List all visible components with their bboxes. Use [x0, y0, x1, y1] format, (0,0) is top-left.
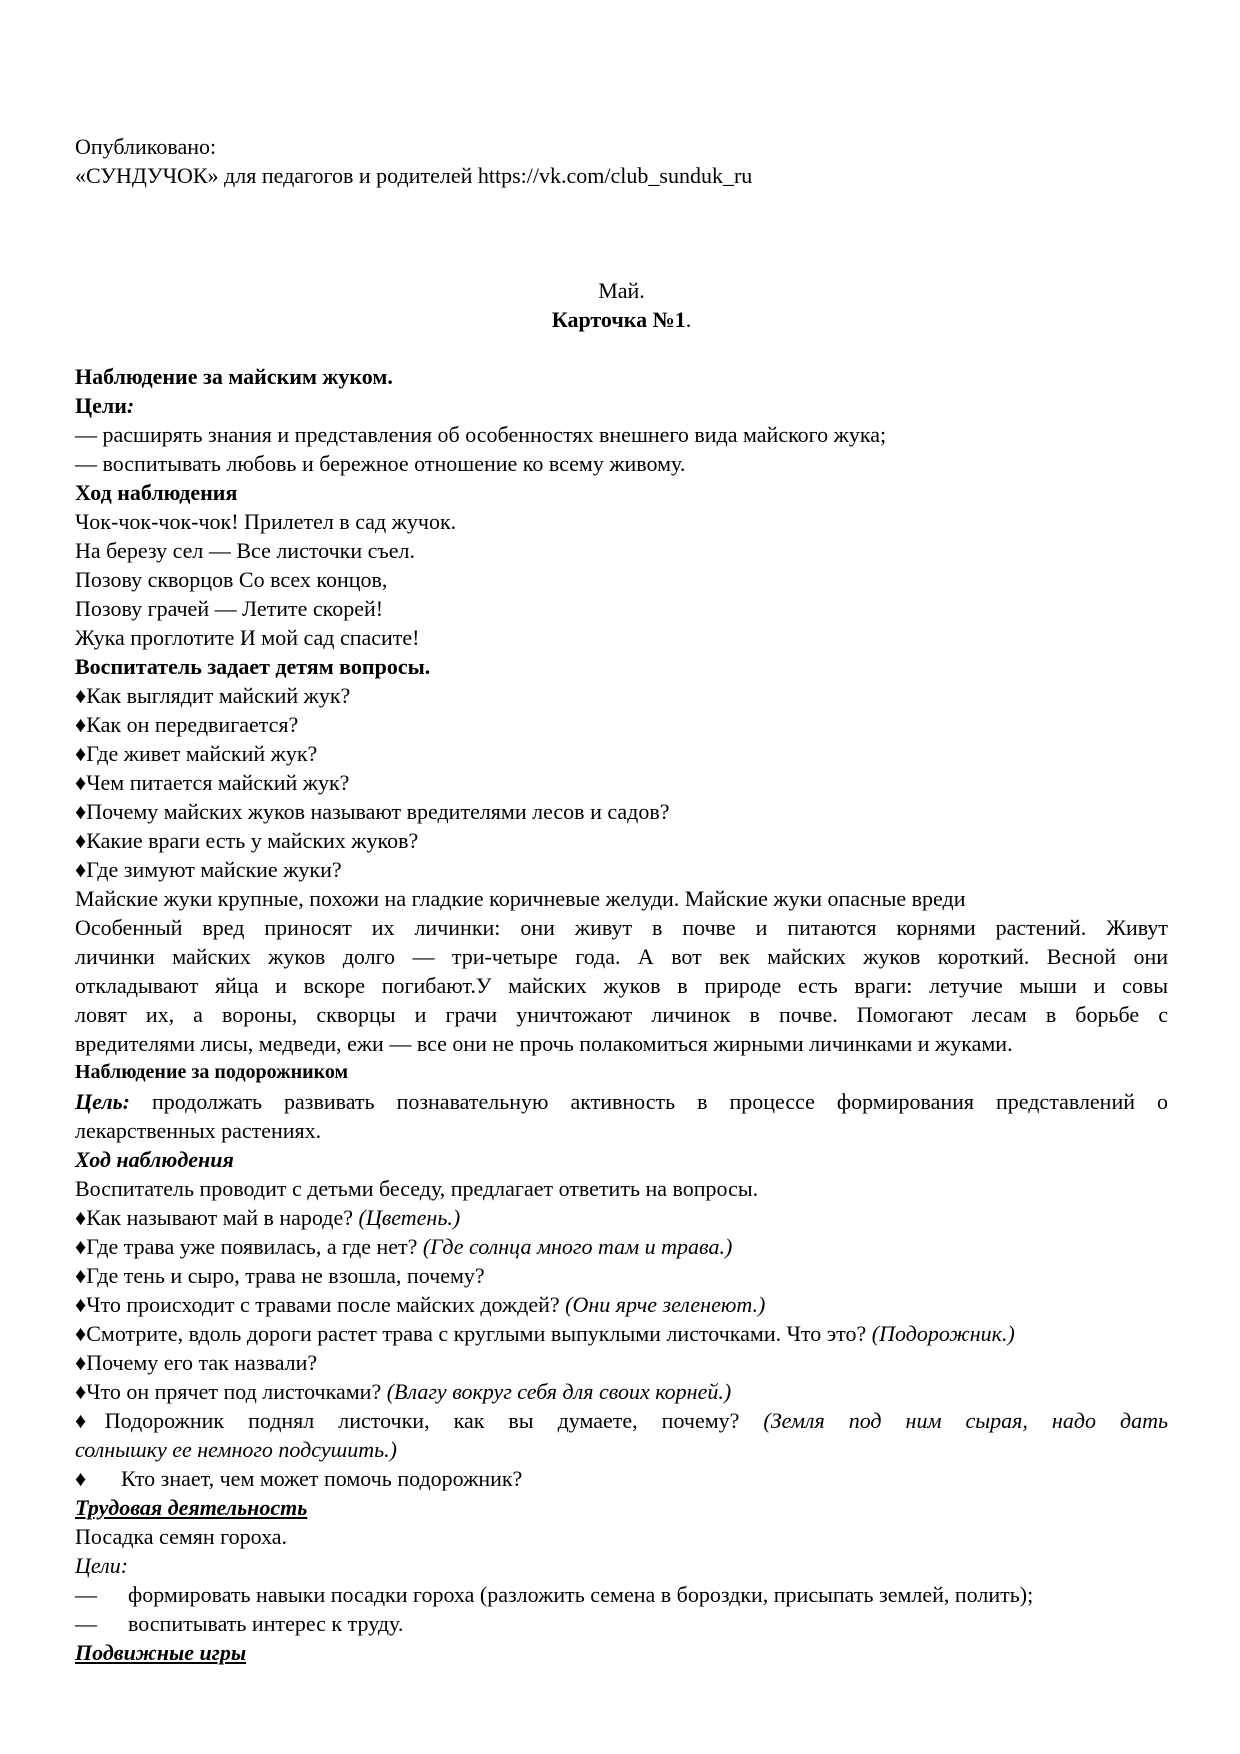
- question-item: ♦Как выглядит майский жук?: [75, 683, 351, 708]
- goal-text: формировать навыки посадки гороха (разложить семена в бороздки, присыпать землей, полить);: [128, 1582, 1034, 1607]
- qa-item: [75, 1203, 1168, 1232]
- goals-colon: :: [126, 393, 135, 418]
- section2-progress-heading: Ход наблюдения: [75, 1147, 234, 1172]
- question-item: ♦Какие враги есть у майских жуков?: [75, 828, 419, 853]
- qa-question: ♦Смотрите, вдоль дороги растет трава с круглыми выпуклыми листочками. Что это?: [75, 1321, 872, 1346]
- question-item: ♦Как он передвигается?: [75, 712, 299, 737]
- paragraph-line: Особенный вред приносят их личинки: они живут в почве и питаются корнями растений. Живут: [75, 915, 1168, 940]
- qa-question: ♦Подорожник поднял листочки, как вы думаете, почему?: [75, 1408, 764, 1433]
- qa-question: ♦Почему его так назвали?: [75, 1350, 318, 1375]
- poem-line: Чок-чок-чок-чок! Прилетел в сад жучок.: [75, 509, 457, 534]
- bullet-diamond: ♦: [75, 1466, 87, 1491]
- poem-line: Жука проглотите И мой сад спасите!: [75, 625, 420, 650]
- question-item: ♦Где живет майский жук?: [75, 741, 318, 766]
- qa-answer: (Подорожник.): [871, 1321, 1015, 1346]
- qa-item-last: [75, 1406, 1168, 1435]
- card-dot: .: [685, 307, 692, 332]
- page-content: [75, 132, 1168, 1667]
- section3-goals-label: Цели:: [75, 1553, 129, 1578]
- section1-heading: Наблюдение за майским жуком.: [75, 364, 393, 389]
- goal-label: Цель:: [75, 1089, 130, 1114]
- questions-heading: Воспитатель задает детям вопросы.: [75, 654, 431, 679]
- qa-item: [75, 1290, 1168, 1319]
- qa-answer: (Где солнца много там и трава.): [422, 1234, 733, 1259]
- paragraph-line: откладывают яйца и вскоре погибают.У майских жуков в природе есть враги: летучие мыши и совы: [75, 973, 1168, 998]
- goal-item: — расширять знания и представления об особенностях внешнего вида майского жука;: [75, 422, 887, 447]
- poem-line: На березу сел — Все листочки съел.: [75, 538, 416, 563]
- source-line: «СУНДУЧОК» для педагогов и родителей https://vk.com/club_sunduk_ru: [75, 163, 753, 188]
- qa-question: ♦Где трава уже появилась, а где нет?: [75, 1234, 423, 1259]
- qa-item: [75, 1261, 1168, 1290]
- qa-item: [75, 1232, 1168, 1261]
- qa-answer: (Цветень.): [358, 1205, 461, 1230]
- qa-item: [75, 1319, 1168, 1348]
- section2-goal-cont: лекарственных растениях.: [75, 1118, 322, 1143]
- section3-goal-item: [75, 1580, 1168, 1609]
- question-item: ♦Почему майских жуков называют вредителями лесов и садов?: [75, 799, 670, 824]
- goal-text: воспитывать интерес к труду.: [128, 1611, 404, 1636]
- card-label: Карточка №1: [551, 307, 686, 332]
- paragraph-line: личинки майских жуков долго — три-четыре года. А вот век майских жуков короткий. Весной они: [75, 944, 1168, 969]
- goal-text: продолжать развивать познавательную активность в процессе формирования представлений о: [130, 1089, 1168, 1114]
- section3-goal-item: [75, 1609, 1168, 1638]
- section3-heading: Трудовая деятельность: [75, 1495, 308, 1520]
- published-label: Опубликовано:: [75, 134, 217, 159]
- paragraph-line: вредителями лисы, медведи, ежи — все они не прочь полакомиться жирными личинками и жуками.: [75, 1031, 1013, 1056]
- section2-intro: Воспитатель проводит с детьми беседу, предлагает ответить на вопросы.: [75, 1176, 759, 1201]
- question-item: ♦Где зимуют майские жуки?: [75, 857, 342, 882]
- qa-answer-cont: солнышку ее немного подсушить.): [75, 1437, 397, 1462]
- qa-question: ♦Где тень и сыро, трава не взошла, почему?: [75, 1263, 485, 1288]
- final-question-text: Кто знает, чем может помочь подорожник?: [121, 1466, 523, 1491]
- qa-item: [75, 1377, 1168, 1406]
- section4-heading: Подвижные игры: [75, 1640, 247, 1665]
- card-title: [75, 305, 1168, 334]
- poem-line: Позову скворцов Со всех концов,: [75, 567, 388, 592]
- goals-label: Цели: [75, 393, 127, 418]
- qa-answer: (Они ярче зеленеют.): [565, 1292, 766, 1317]
- final-question: [75, 1464, 1168, 1493]
- dash-marker: —: [75, 1582, 97, 1607]
- qa-question: ♦Что происходит с травами после майских дождей?: [75, 1292, 566, 1317]
- qa-question: ♦Что он прячет под листочками?: [75, 1379, 387, 1404]
- qa-answer: (Влагу вокруг себя для своих корней.): [386, 1379, 732, 1404]
- qa-answer: (Земля под ним сырая, надо дать: [763, 1408, 1168, 1433]
- goal-item: — воспитывать любовь и бережное отношение ко всему живому.: [75, 451, 686, 476]
- dash-marker: —: [75, 1611, 97, 1636]
- paragraph-line: Майские жуки крупные, похожи на гладкие коричневые желуди. Майские жуки опасные вреди: [75, 886, 966, 911]
- question-item: ♦Чем питается майский жук?: [75, 770, 350, 795]
- section3-task: Посадка семян гороха.: [75, 1524, 288, 1549]
- month-title: Май.: [598, 278, 645, 303]
- section2-goal: [75, 1087, 1168, 1116]
- poem-line: Позову грачей — Летите скорей!: [75, 596, 384, 621]
- paragraph-line: ловят их, а вороны, скворцы и грачи уничтожают личинок в почве. Помогают лесам в борьбе с: [75, 1002, 1168, 1027]
- qa-question: ♦Как называют май в народе?: [75, 1205, 359, 1230]
- section2-heading: Наблюдение за подорожником: [75, 1061, 349, 1083]
- section1-goals-label: [75, 391, 1168, 420]
- section1-progress-heading: Ход наблюдения: [75, 480, 238, 505]
- qa-item: [75, 1348, 1168, 1377]
